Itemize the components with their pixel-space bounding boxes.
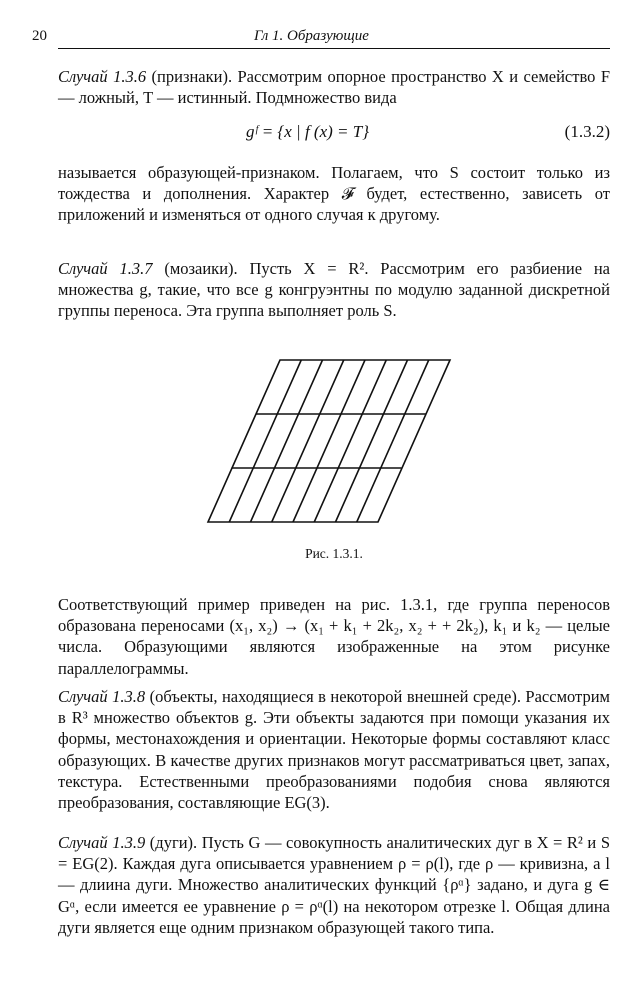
- formula-expression: gᶠ = {x | f (x) = T}: [246, 122, 370, 141]
- case-1-3-8-paragraph: [58, 686, 610, 813]
- case-1-3-6-continued-paragraph: называется образующей-признаком. Полагаем, что S состоит только из тождества и дополнения. Характер 𝓕 будет, естественно, зависеть от приложений и изменяться от одного случая к другому.: [58, 163, 610, 225]
- formula-1-3-2: [58, 122, 610, 146]
- running-title: Гл 1. Образующие: [254, 28, 369, 44]
- case-1-3-9-text: (дуги). Пусть G — совокупность аналитических дуг в X = R² и S = EG(2). Каждая дуга описывается уравнением ρ = ρ(l), где ρ — кривизна, а l — длиина дуги. Множество аналитических функций {ρᵅ} задано, и дуга g ∈ Gᵅ, если имеется ее уравнение ρ = ρᵅ(l) на некотором отрезке l. Общая длина дуги является еще одним признаком образующей такого типа.: [58, 833, 610, 937]
- figure-caption: Рис. 1.3.1.: [305, 546, 363, 561]
- tiling-column-divider: [293, 360, 365, 522]
- tiling-column-divider: [251, 360, 323, 522]
- case-1-3-6: [58, 66, 610, 108]
- page-header: [32, 26, 610, 49]
- case-1-3-8-title: Случай 1.3.8: [58, 687, 146, 706]
- case-1-3-7-title: Случай 1.3.7: [58, 259, 153, 278]
- case-1-3-9-title: Случай 1.3.9: [58, 833, 146, 852]
- case-1-3-9: [58, 832, 610, 938]
- figure-discussion-paragraph: Соответствующий пример приведен на рис. 1.3.1, где группа переносов образована переносами (x₁, x₂) → (x₁ + k₁ + 2k₂, x₂ + + 2k₂), k₁ и k₂ — целые числа. Образующими являются изображенные на этом рисунке параллелограммы.: [58, 595, 610, 678]
- tiling-column-divider: [314, 360, 386, 522]
- case-1-3-7-paragraph: [58, 258, 610, 322]
- case-1-3-8: [58, 686, 610, 813]
- page-number: 20: [32, 28, 47, 44]
- case-1-3-7-text: (мозаики). Пусть X = R². Рассмотрим его разбиение на множества g, такие, что все g конгруэнтны по модулю заданной дискретной группы переноса. Эта группа выполняет роль S.: [58, 259, 610, 321]
- case-1-3-6-title: Случай 1.3.6: [58, 67, 147, 86]
- case-1-3-6-continued: [58, 162, 610, 226]
- tiling-column-divider: [357, 360, 429, 522]
- case-1-3-9-paragraph: [58, 832, 610, 938]
- parallelogram-tiling-figure: [58, 352, 610, 542]
- case-1-3-6-text: (признаки). Рассмотрим опорное пространство X и семейство F — ложный, T — истинный. Подмножество вида: [58, 67, 610, 108]
- tiling-column-divider: [272, 360, 344, 522]
- case-1-3-6-paragraph: [58, 66, 610, 108]
- case-1-3-7: [58, 258, 610, 322]
- tiling-column-divider: [336, 360, 408, 522]
- figure-discussion: [58, 594, 610, 679]
- case-1-3-8-text: (объекты, находящиеся в некоторой внешней среде). Рассмотрим в R³ множество объектов g. Эти объекты задаются при помощи указания их формы, местонахождения и ориентации. Некоторые формы составляют класс образующих. В качестве других признаков могут рассматриваться цвет, запах, текстура. Естественными преобразованиями подобия снова являются преобразования, составляющие EG(3).: [58, 687, 610, 813]
- tiling-column-divider: [229, 360, 301, 522]
- equation-number: (1.3.2): [564, 122, 610, 141]
